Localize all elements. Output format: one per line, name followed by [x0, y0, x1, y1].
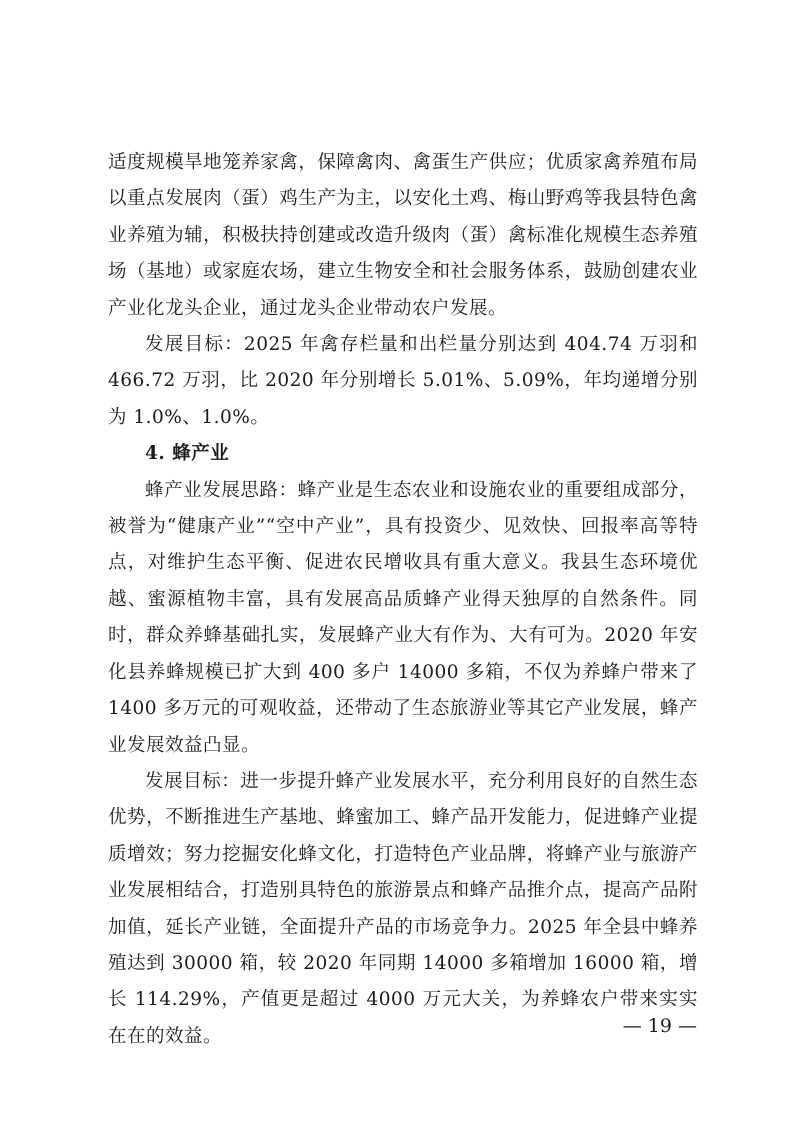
- page-body: [108, 145, 698, 1055]
- paragraph-continuation: 适度规模旱地笼养家禽，保障禽肉、禽蛋生产供应；优质家禽养殖布局以重点发展肉（蛋）鸡生产为主，以安化土鸡、梅山野鸡等我县特色禽业养殖为辅，积极扶持创建或改造升级肉（蛋）禽标准化规模生态养殖场（基地）或家庭农场，建立生物安全和社会服务体系，鼓励创建农业产业化龙头企业，通过龙头企业带动农户发展。: [108, 152, 698, 319]
- paragraph-poultry-target: 发展目标：2025 年禽存栏量和出栏量分别达到 404.74 万羽和 466.72 万羽，比 2020 年分别增长 5.01%、5.09%，年均递增分别为 1.0%、1.0%。: [108, 334, 698, 428]
- page-number: — 19 —: [622, 1015, 697, 1037]
- section-heading-bee-industry: 4. 蜂产业: [145, 443, 230, 465]
- paragraph-bee-strategy: 蜂产业发展思路：蜂产业是生态农业和设施农业的重要组成部分，被誉为“健康产业”“空中产业”，具有投资少、见效快、回报率高等特点，对维护生态平衡、促进农民增收具有重大意义。我县生态环境优越、蜜源植物丰富，具有发展高品质蜂产业得天独厚的自然条件。同时，群众养蜂基础扎实，发展蜂产业大有作为、大有可为。2020 年安化县养蜂规模已扩大到 400 多户 14000 多箱，不仅为养蜂户带来了 1400 多万元的可观收益，还带动了生态旅游业等其它产业发展，蜂产业发展效益凸显。: [108, 479, 698, 756]
- paragraph-bee-target: 发展目标：进一步提升蜂产业发展水平，充分利用良好的自然生态优势，不断推进生产基地、蜂蜜加工、蜂产品开发能力，促进蜂产业提质增效；努力挖掘安化蜂文化，打造特色产业品牌，将蜂产业与旅游产业发展相结合，打造别具特色的旅游景点和蜂产品推介点，提高产品附加值，延长产业链，全面提升产品的市场竞争力。2025 年全县中蜂养殖达到 30000 箱，较 2020 年同期 14000 多箱增加 16000 箱，增长 114.29%，产值更是超过 4000 万元大关，为养蜂农户带来实实在在的效益。: [108, 770, 698, 1047]
